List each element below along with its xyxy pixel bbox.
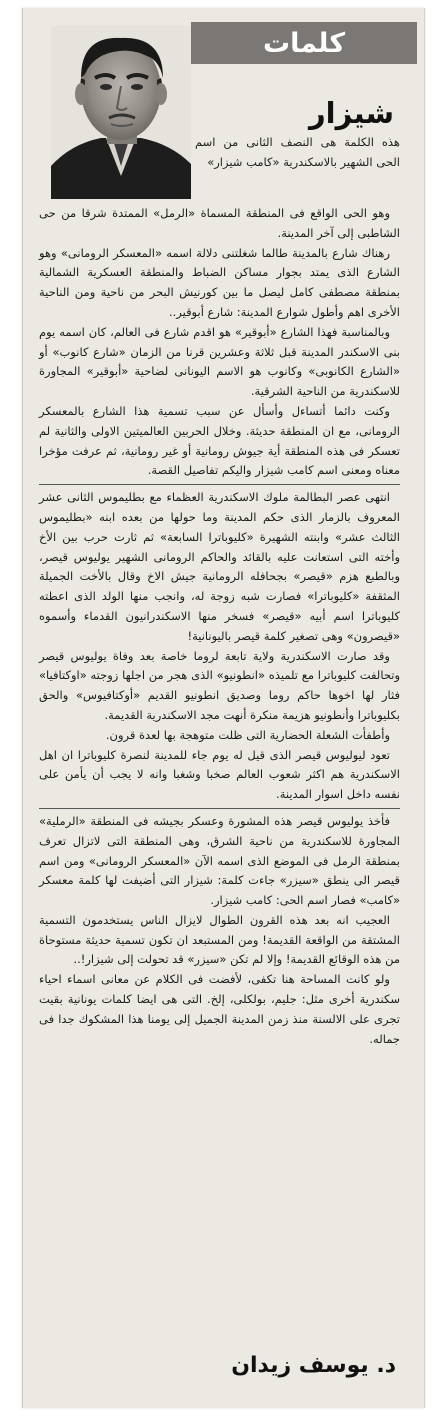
author-photo bbox=[51, 26, 191, 199]
section-divider bbox=[39, 484, 400, 485]
article-paragraph: فأخذ يوليوس قيصر هذه المشورة وعسكر بجيشه فى المنطقة «الرملية» المجاورة للاسكندرية من ناحية الشرق، وهى المنطقة التى لاتزال تعرف بمنطقة الرمل فى الموضع الذى اسمه الآن «المعسكر الرومانى» ومن اسم قيصر الى ينطق «سيزر» جاءت كلمة: شيزار التى أضيفت لها كلمة معسكر «كامب» فصار اسم الحى: كامب شيزار. bbox=[39, 813, 400, 908]
newspaper-clipping bbox=[22, 8, 425, 1408]
section-divider bbox=[39, 808, 400, 809]
article-paragraph: رهناك شارع بالمدينة طالما شغلتنى دلالة اسمه «المعسكر الرومانى» وهو الشارع الذى يمتد بجوار مساكن الضباط والمنطقة العسكرية الشمالية بمنطقة مصطفى كامل ليصل ما بين كورنيش البحر من ناحية ومن الناحية الأخرى اهم وأطول شوارع المدينة: شارع أبوقير.. bbox=[39, 245, 400, 319]
author-portrait bbox=[51, 26, 191, 199]
column-title: شيزار bbox=[308, 96, 394, 130]
article-paragraph: وقد صارت الاسكندرية ولاية تابعة لروما خاصة بعد وفاة يوليوس قيصر وتحالفت كليوباترا مع تلميذه «انطونيو» الذى هجر من اجلها زوجته «اوكتافيا» فثار لها اخوها حاكم روما وصديق انطونيو القديم «أوكتافيوس» والحق بكليوباترا وأنطونيو هزيمة منكرة أنهت مجد الاسكندرية القديمة. bbox=[39, 648, 400, 722]
article-paragraph: وأطفأت الشعلة الحضارية التى ظلت متوهجة بها لعدة قرون. bbox=[105, 727, 390, 742]
author-signature: د. يوسف زيدان bbox=[231, 1353, 396, 1378]
article-paragraph: وكنت دائما أتساءل وأسأل عن سبب تسمية هذا الشارع بالمعسكر الرومانى، مع ان المنطقة حديثة. وخلال الحربين العالميتين الاولى والثانية لم تعسكر فى هذه المنطقة أية جيوش رومانية أو غير رومانية، ثم عرفت مؤخرا معناه ومعنى اسم كامب شيزار واليكم تفاصيل القصة. bbox=[39, 403, 400, 478]
article-body bbox=[39, 204, 400, 1049]
article-paragraph: تعود ليوليوس قيصر الذى قيل له يوم جاء للمدينة لنصرة كليوباترا ان اهل الاسكندرية هم اكثر شعوب العالم صخبا وشغبا وانه لا يجب أن يأمن على نفسه داخل اسوار المدينة. bbox=[39, 747, 400, 802]
article-paragraph: انتهى عصر البطالمة ملوك الاسكندرية العظماء مع بطليموس الثانى عشر المعروف بالزمار الذى حكم المدينة وما حولها من بعده ابنه «بطليموس الثالث عشر» وابنته الشهيرة «كليوباترا السابعة» ثم ثارت حرب بين الأخ وأخته التى استعانت عليه بالقائد والحاكم الرومانى الشهير يوليوس قيصر، وبالطبع هزم «قيصر» بجحافله الرومانية جيش الاخ وقال بالأخت الجميلة المثقفة «كليوباترا» فصارت شبه زوجة له، وانجب منها الولد الذى اعطته كليوباترا اسم أبيه «قيصر» فسخر منها الاسكندرانيون القدماء وأسموه «قيصرون» وهى تصغير كلمة قيصر باليونانية! bbox=[39, 490, 400, 643]
column-intro: هذه الكلمة هى النصف الثانى من اسم الحى الشهير بالاسكندرية «كامب شيزار» bbox=[195, 135, 400, 169]
article-paragraph: وهو الحى الواقع فى المنطقة المسماة «الرمل» الممتدة شرقا من حى الشاطبى إلى آخر المدينة. bbox=[39, 206, 400, 240]
section-header bbox=[191, 22, 417, 64]
article-paragraph: ولو كانت المساحة هنا تكفى، لأفضت فى الكلام عن معانى اسماء احياء سكندرية أخرى مثل: جليم، بولكلى، إلخ. التى هى ايضا كلمات يونانية بقيت تجرى على الالسنة منذ زمن المدينة الجميل إلى يومنا هذا المشكوك جدا فى جماله. bbox=[39, 972, 400, 1046]
section-title: كلمات bbox=[262, 27, 346, 59]
article-paragraph: وبالمناسبة فهذا الشارع «أبوقير» هو اقدم شارع فى العالم، كان اسمه يوم بنى الاسكندر المدينة قبل ثلاثة وعشرين قرنا من الزمان «شارع كانوب» أو «الشارع الكانوبى» وكانوب هو الاسم اليونانى لضاحية «أبوقير» المجاورة للاسكندرية من الناحية الشرقية. bbox=[39, 324, 400, 399]
article-paragraph: العجيب انه بعد هذه القرون الطوال لايزال الناس يستخدمون التسمية المشتقة من الواقعة القديمة! ومن المستبعد ان تكون تسمية حديثة مستوحاة من هذه الوقائع القديمة! وإلا لم تكن «سيزر» قد تحولت إلى شيزار!.. bbox=[39, 912, 400, 967]
